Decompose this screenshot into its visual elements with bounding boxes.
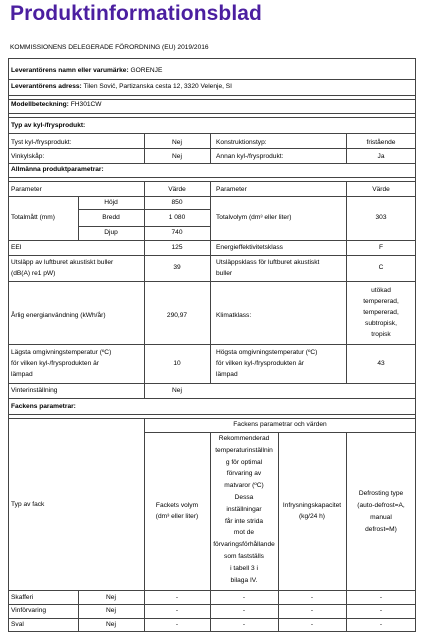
col-volume-l1: Fackets volym: [155, 502, 199, 509]
col-temperature-line: g för optimal: [225, 458, 263, 466]
dims-label: Totalmått (mm): [11, 214, 55, 221]
col-defrost-l2: (auto-defrost=A,: [357, 502, 405, 509]
col-temperature-line: får inte strida: [224, 517, 264, 525]
col-temperature-line: förvaringsförhållande: [213, 541, 275, 549]
compartment-header: Fackens parametrar och värden: [233, 421, 327, 428]
dims-depth-value: 740: [171, 229, 183, 236]
other-product-label: Annan kyl-/frysprodukt:: [216, 153, 284, 160]
compartment-cool-defrost: -: [379, 621, 383, 628]
climate-value-2: tempererad,: [363, 298, 399, 305]
compartment-pantry-defrost: -: [379, 594, 383, 601]
regulation-text: KOMMISSIONENS DELEGERADE FÖRORDNING (EU) 2019/2016: [10, 44, 209, 51]
construction-value: fristående: [366, 139, 396, 146]
noise-label-l1: Utsläpp av luftburet akustiskt buller: [11, 259, 114, 266]
general-header-value: Värde: [168, 186, 186, 193]
compartment-pantry-present: Nej: [106, 594, 116, 601]
construction-label: Konstruktionstyp:: [216, 139, 267, 146]
compartment-pantry-temp: -: [242, 594, 246, 601]
col-capacity-l1: Infrysningskapacitet: [282, 502, 342, 509]
min-temp-value: 10: [173, 360, 181, 367]
climate-value-3: tempererad,: [363, 309, 399, 316]
compartment-cool-name: Sval: [11, 621, 24, 628]
climate-value-4: subtropisk,: [365, 320, 397, 327]
dims-height-label: Höjd: [104, 199, 118, 206]
energy-class-label: Energieffektivitetsklass: [216, 244, 283, 251]
dims-height-value: 850: [171, 199, 183, 206]
col-compartment-type: Typ av fack: [11, 501, 45, 508]
col-temperature-line: i tabell 3 i: [230, 564, 258, 572]
model-row: [11, 101, 102, 109]
compartment-wine-defrost: -: [379, 607, 383, 614]
col-temperature-line: temperaturinställnin: [215, 446, 273, 454]
page-title: Produktinformationsblad: [10, 2, 262, 25]
wine-label: Vinkylskåp:: [11, 153, 45, 160]
eei-value: 125: [171, 244, 183, 251]
dims-width-value: 1 080: [168, 214, 186, 221]
col-temperature-line: inställningar: [226, 505, 262, 513]
dims-width-label: Bredd: [102, 214, 120, 221]
supplier-name-value: GORENJE: [130, 67, 163, 74]
col-temperature-line: Dessa: [234, 494, 254, 501]
winter-label: Vinterinställning: [11, 387, 58, 394]
col-capacity-l2: (kg/24 h): [298, 513, 326, 520]
dims-depth-label: Djup: [104, 229, 118, 236]
compartment-cool-present: Nej: [106, 621, 116, 628]
col-temperature-line: matvaror (ºC): [224, 482, 264, 490]
max-temp-label-l1: Högsta omgivningstemperatur (ºC): [216, 349, 318, 356]
compartment-wine-present: Nej: [106, 607, 116, 614]
climate-value-5: tropisk: [371, 331, 391, 338]
supplier-address-row: [11, 83, 232, 91]
compartment-section-heading: Fackens parametrar:: [11, 403, 76, 410]
supplier-address-label: Leverantörens adress:: [11, 83, 82, 90]
energy-label: Årlig energianvändning (kWh/år): [11, 312, 106, 319]
compartment-wine-capacity: -: [310, 607, 314, 614]
winter-value: Nej: [172, 387, 182, 394]
col-volume-l2: (dm³ eller liter): [155, 513, 199, 520]
supplier-name-label: Leverantörens namn eller varumärke:: [11, 67, 129, 74]
col-defrost-l3: manual: [370, 514, 392, 521]
noise-class-label-l2: buller: [216, 270, 233, 277]
volume-value: 303: [375, 214, 387, 221]
col-temperature-line: bilaga IV.: [230, 576, 258, 584]
col-temperature-line: mot de: [233, 529, 255, 537]
eei-label: EEI: [11, 244, 22, 251]
silent-value: Nej: [172, 139, 182, 146]
climate-value-1: utökad: [371, 287, 391, 294]
col-temperature-line: Rekommenderad: [218, 435, 270, 442]
noise-value: 39: [173, 264, 181, 271]
noise-label-l2: (dB(A) re1 pW): [11, 270, 56, 277]
general-section-heading: Allmänna produktparametrar:: [11, 166, 104, 173]
min-temp-label-l3: lämpad: [11, 371, 33, 378]
climate-label: Klimatklass:: [216, 312, 252, 319]
min-temp-label-l2: för vilken kyl-/frysprodukten är: [11, 360, 99, 367]
general-header-param-2: Parameter: [216, 186, 247, 193]
other-product-value: Ja: [377, 153, 385, 160]
volume-label: Totalvolym (dm³ eller liter): [216, 214, 292, 221]
noise-class-label-l1: Utsläppsklass för luftburet akustiskt: [216, 259, 320, 266]
supplier-name-row: [11, 67, 162, 75]
compartment-wine-volume: -: [175, 607, 179, 614]
col-temperature-line: som fastställs: [224, 553, 264, 560]
col-temperature-line: förvaring av: [226, 470, 262, 478]
compartment-pantry-name: Skafferi: [11, 594, 34, 601]
supplier-address-value: Tilen Sovič, Partizanska cesta 12, 3320 Velenje, SI: [83, 83, 233, 90]
compartment-pantry-volume: -: [175, 594, 179, 601]
compartment-cool-temp: -: [242, 621, 246, 628]
type-section-heading: Typ av kyl-/frysprodukt:: [11, 122, 86, 129]
energy-value: 290,97: [166, 312, 188, 319]
silent-label: Tyst kyl-/frysprodukt:: [11, 139, 72, 146]
max-temp-label-l3: lämpad: [216, 371, 238, 378]
model-value: FH301CW: [70, 101, 102, 108]
max-temp-value: 43: [377, 360, 385, 367]
compartment-wine-name: Vinförvaring: [11, 607, 47, 614]
max-temp-label-l2: för vilken kyl-/frysprodukten är: [216, 360, 304, 367]
compartment-cool-capacity: -: [310, 621, 314, 628]
noise-class-value: C: [378, 264, 384, 271]
compartment-wine-temp: -: [242, 607, 246, 614]
energy-class-value: F: [378, 244, 384, 251]
min-temp-label-l1: Lägsta omgivningstemperatur (ºC): [11, 349, 112, 356]
general-header-value-2: Värde: [372, 186, 390, 193]
wine-value: Nej: [172, 153, 182, 160]
col-defrost-l1: Defrosting type: [358, 490, 404, 497]
model-label: Modellbeteckning:: [11, 101, 69, 108]
compartment-cool-volume: -: [175, 621, 179, 628]
compartment-pantry-capacity: -: [310, 594, 314, 601]
col-defrost-l4: defrost=M): [365, 526, 397, 533]
general-header-param: Parameter: [11, 186, 42, 193]
